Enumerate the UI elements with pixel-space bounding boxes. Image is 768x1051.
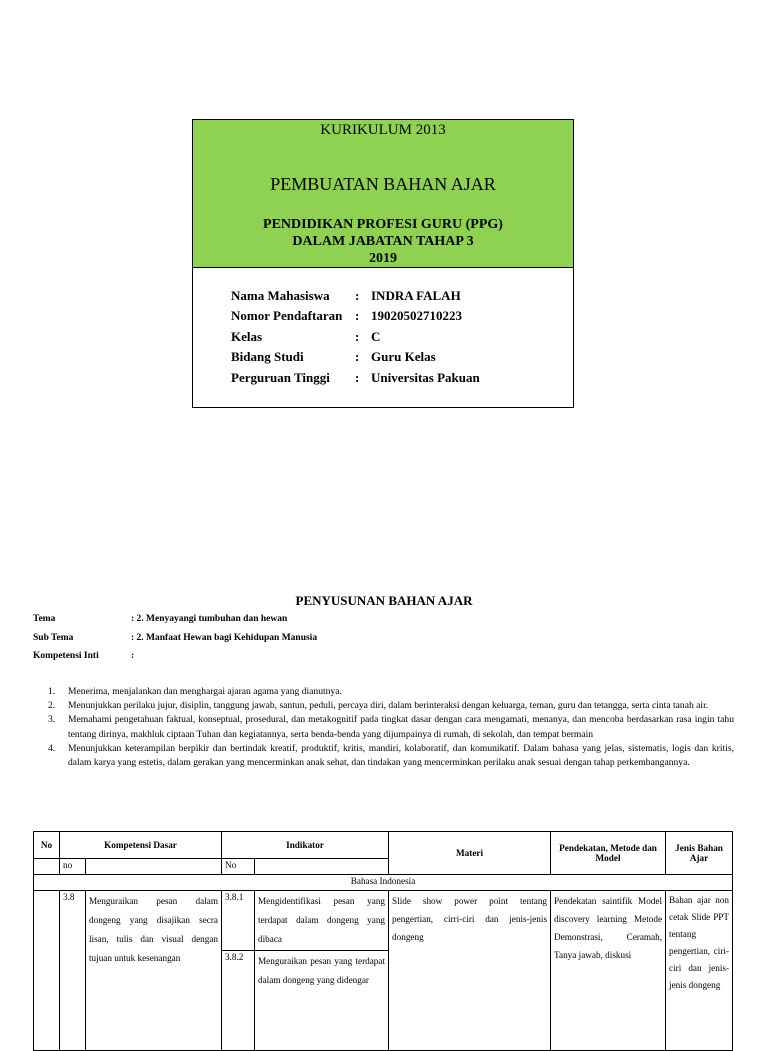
meta-value: :: [131, 651, 135, 661]
header-jenis: Jenis Bahan Ajar: [666, 832, 733, 875]
meta-label: Kompetensi Inti: [33, 651, 99, 661]
info-label: Nomor Pendaftaran: [231, 308, 343, 324]
lesson-meta: [33, 614, 317, 670]
header-no: No: [34, 832, 60, 859]
info-label: Perguruan Tinggi: [231, 369, 330, 385]
cover-header: [193, 120, 573, 268]
info-value: Guru Kelas: [371, 349, 436, 365]
empty-cell: [86, 859, 222, 875]
info-row-registration: [231, 308, 480, 328]
kd-text: Menguraikan pesan dalam dongeng yang disajikan secra lisan, tulis dan visual dengan tujuan untuk kesenangan: [86, 891, 222, 1051]
empty-cell: [34, 891, 60, 1051]
list-number: 4.: [48, 742, 56, 754]
cover-title: PEMBUATAN BAHAN AJAR: [270, 174, 496, 194]
info-colon: :: [355, 328, 360, 344]
list-text: Menunjukkan keterampilan berpikir dan bertindak kreatif, produktif, kritis, mandiri, kolaboratif, dan komunikatif. Dalam bahasa yang jelas, sistematis, logis dan kritis, dalam karya yang estetis, dalam gerakan yang mencerminkan anak sehat, dan tindakan yang mencerminkan perilaku anak sesuai dengan tahap perkembangannya.: [68, 742, 734, 769]
meta-label: Tema: [33, 614, 56, 624]
pendekatan-text: Pendekatan saintifik Model discovery learning Metode Demonstrasi, Ceramah, Tanya jawab, diskusi: [551, 891, 666, 1051]
program-line-2: DALAM JABATAN TAHAP 3: [292, 234, 474, 249]
subject-row: [34, 875, 733, 891]
lesson-table: [33, 831, 733, 1051]
list-text: Menunjukkan perilaku jujur, disiplin, tanggung jawab, santun, peduli, percaya diri, dalam berinteraksi dengan keluarga, teman, guru dan tetangga, serta cinta tanah air.: [68, 700, 709, 712]
meta-row-tema: [33, 614, 317, 633]
info-colon: :: [355, 288, 360, 303]
empty-cell: [255, 859, 389, 875]
header-materi: Materi: [389, 832, 551, 875]
list-item: [48, 699, 734, 713]
header-pendekatan: Pendekatan, Metode dan Model: [551, 832, 666, 875]
indicator-text: Mengidentifikasi pesan yang terdapat dalam dongeng yang dibaca: [255, 891, 389, 951]
meta-value: : 2. Manfaat Hewan bagi Kehidupan Manusia: [131, 632, 318, 643]
meta-row-subtema: [33, 633, 317, 652]
list-number: 1.: [48, 686, 56, 697]
info-value: Universitas Pakuan: [371, 369, 480, 385]
subheader-ind-no: No: [222, 859, 255, 875]
kompetensi-inti-list: [48, 685, 734, 770]
info-label: Bidang Studi: [231, 349, 304, 365]
subheader-kd-no: no: [60, 859, 86, 875]
list-item: [48, 713, 734, 741]
list-number: 3.: [48, 714, 56, 726]
indicator-number: 3.8.2: [222, 951, 255, 1051]
info-colon: :: [355, 308, 360, 324]
info-row-name: [231, 288, 480, 308]
kurikulum-label: KURIKULUM 2013: [320, 122, 446, 138]
info-colon: :: [355, 349, 360, 365]
table-row: [34, 891, 733, 951]
program-line-1: PENDIDIKAN PROFESI GURU (PPG): [263, 217, 503, 232]
materi-text: Slide show power point tentang pengertian, cirri-ciri dan jenis-jenis dongeng: [389, 891, 551, 1051]
list-text: Memahami pengetahuan faktual, konseptual, prosedural, dan metakognitif pada tingkat dasar dengan cara mengamati, menanya, dan mencoba berdasarkan rasa ingin tahu tentang dirinya, makhluk ciptaan Tuhan dan kegiatannya, serta benda-benda yang dijumpainya di rumah, di sekolah, dan tempat bermain: [68, 714, 734, 740]
section-title: PENYUSUNAN BAHAN AJAR: [295, 593, 473, 608]
subject-cell: Bahasa Indonesia: [34, 875, 733, 891]
info-row-field: [231, 349, 480, 369]
header-indikator: Indikator: [222, 832, 389, 859]
info-row-class: [231, 329, 480, 349]
jenis-text: Bahan ajar non cetak Slide PPT tentang pengertian, ciri-ciri dan jenis-jenis dongeng: [666, 891, 733, 1051]
header-kd: Kompetensi Dasar: [60, 832, 222, 859]
table-header-row: [34, 832, 733, 859]
cover-box: [192, 119, 574, 408]
list-item: [48, 685, 734, 699]
info-row-university: [231, 370, 480, 390]
info-colon: :: [355, 369, 360, 385]
info-label: Kelas: [231, 328, 263, 344]
indicator-number: 3.8.1: [222, 891, 255, 951]
meta-label: Sub Tema: [33, 632, 74, 643]
meta-row-ki: [33, 651, 317, 670]
empty-cell: [34, 859, 60, 875]
list-item: [48, 742, 734, 770]
info-value: INDRA FALAH: [371, 288, 461, 303]
info-value: 19020502710223: [371, 308, 462, 324]
kd-number: 3.8: [60, 891, 86, 1051]
program-block: [193, 216, 573, 267]
indicator-text: Menguraikan pesan yang terdapat dalam dongeng yang didengar: [255, 951, 389, 1051]
info-label: Nama Mahasiswa: [231, 288, 330, 303]
list-text: Menerima, menjalankan dan menghargai ajaran agama yang dianutnya.: [68, 686, 342, 697]
meta-value: : 2. Menyayangi tumbuhan dan hewan: [131, 614, 288, 624]
program-year: 2019: [369, 251, 397, 266]
student-info: [231, 288, 480, 390]
list-number: 2.: [48, 700, 56, 712]
info-value: C: [371, 328, 381, 344]
